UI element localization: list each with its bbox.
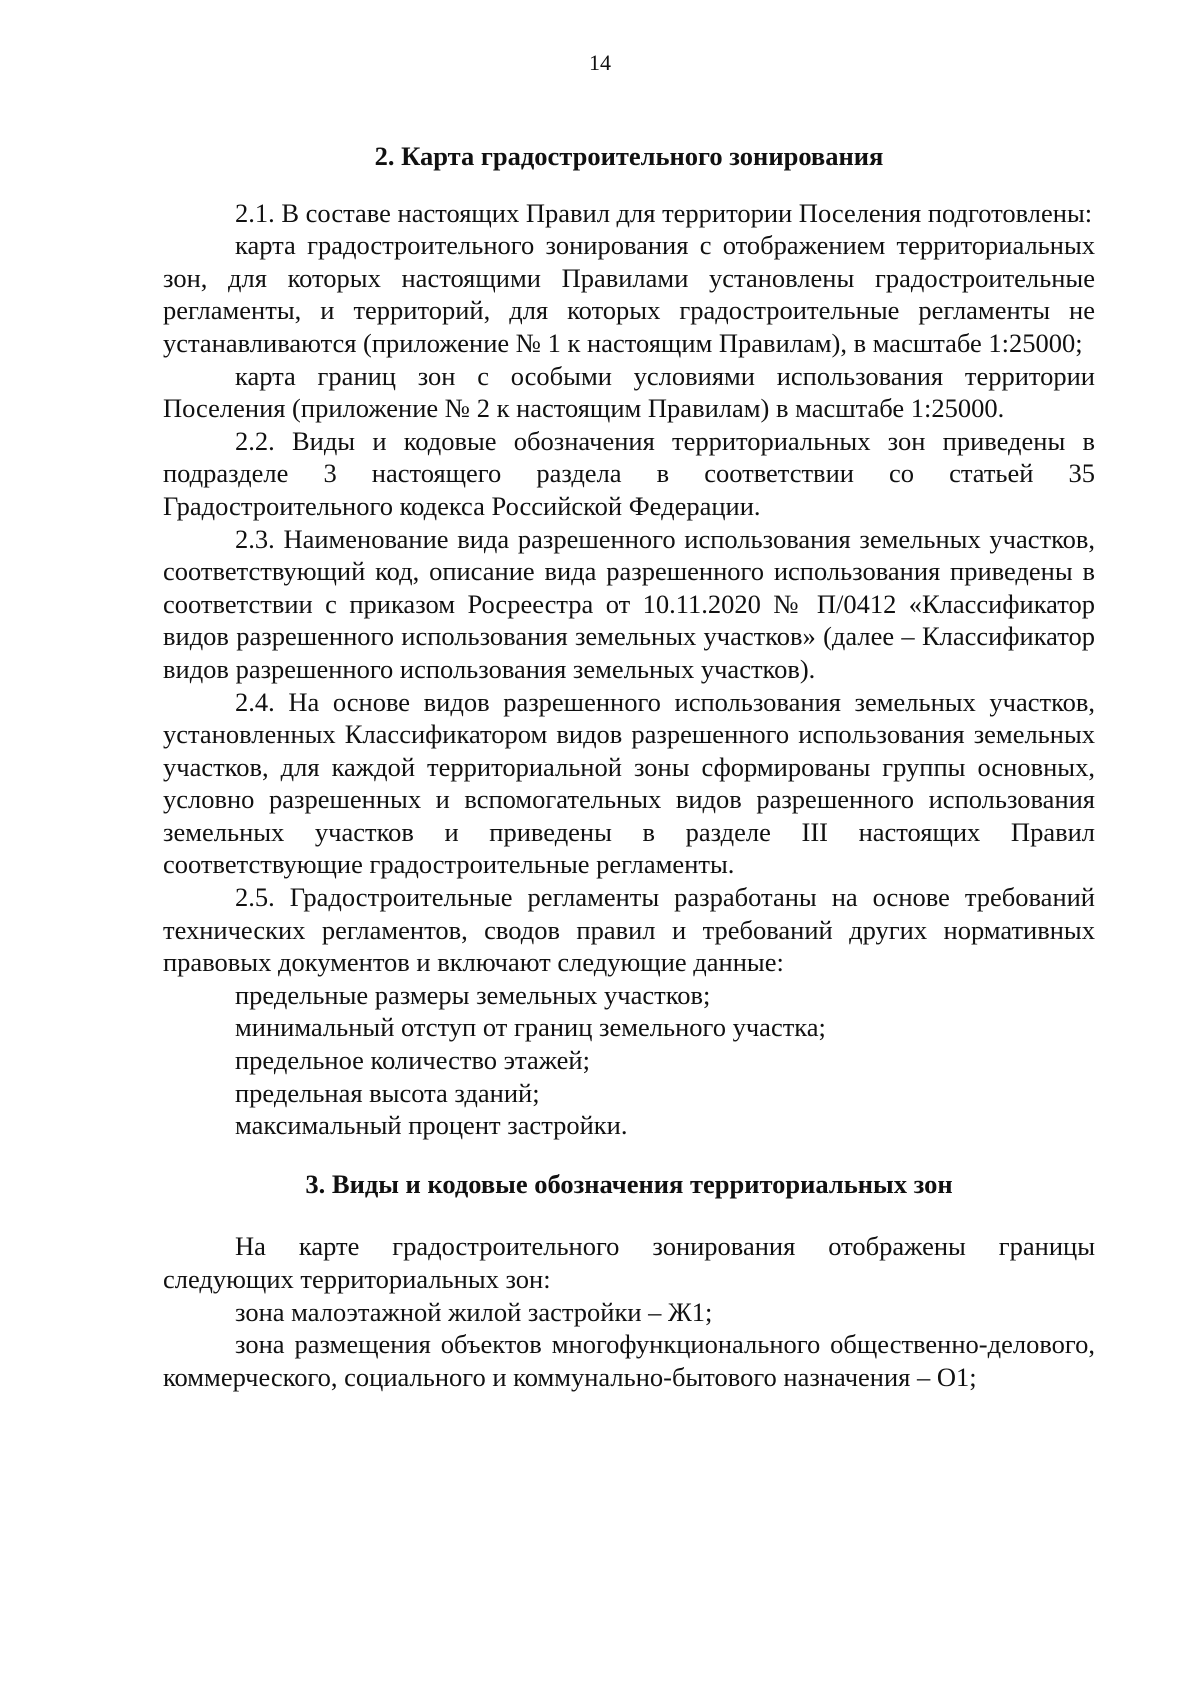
list-item: минимальный отступ от границ земельного участка; [235,1012,826,1043]
paragraph-2-4: 2.4. На основе видов разрешенного использования земельных участков, установленных Классификатором видов разрешенного использования земельных участков, для каждой территориальной зоны сформированы группы основных, условно разрешенных и вспомогательных видов разрешенного использования земельных участков и приведены в разделе III настоящих Правил соответствующие градостроительные регламенты. [163,686,1095,880]
list-item: максимальный процент застройки. [235,1110,628,1141]
section-2-heading: 2. Карта градостроительного зонирования [374,141,884,171]
paragraph-map-zoning: карта градостроительного зонирования с отображением территориальных зон, для которых настоящими Правилами установлены градостроительные регламенты, и территорий, для которых градостроительные регламенты не устанавливаются (приложение № 1 к настоящим Правилам), в масштабе 1:25000; [163,230,1095,358]
paragraph-zones-intro: На карте градостроительного зонирования отображены границы следующих территориальных зон: [163,1231,1095,1294]
paragraph-2-3: 2.3. Наименование вида разрешенного использования земельных участков, соответствующий код, описание вида разрешенного использования приведены в соответствии с приказом Росреестра от 10.11.2020 № П/0412 «Классификатор видов разрешенного использования земельных участков» (далее – Классификатор видов разрешенного использования земельных участков). [163,523,1095,684]
section-3-heading: 3. Виды и кодовые обозначения территориальных зон [305,1168,953,1199]
page-number: 14 [589,50,611,75]
list-item: предельное количество этажей; [235,1045,590,1076]
paragraph-2-5: 2.5. Градостроительные регламенты разработаны на основе требований технических регламентов, сводов правил и требований других нормативных правовых документов и включают следующие данные: [163,882,1095,978]
zone-item-o1: зона размещения объектов многофункционального общественно-делового, коммерческого, социального и коммунально-бытового назначения – О1; [163,1329,1095,1392]
document-body [163,140,1095,1393]
list-item: предельные размеры земельных участков; [235,979,711,1010]
paragraph-2-1: 2.1. В составе настоящих Правил для территории Поселения подготовлены: [235,197,1093,228]
paragraph-map-boundaries: карта границ зон с особыми условиями использования территории Поселения (приложение № 2 к настоящим Правилам) в масштабе 1:25000. [163,360,1095,424]
zone-item-zh1: зона малоэтажной жилой застройки – Ж1; [235,1296,713,1327]
paragraph-2-2: 2.2. Виды и кодовые обозначения территориальных зон приведены в подразделе 3 настоящего раздела в соответствии со статьей 35 Градостроительного кодекса Российской Федерации. [163,425,1095,521]
list-item: предельная высота зданий; [235,1077,540,1108]
